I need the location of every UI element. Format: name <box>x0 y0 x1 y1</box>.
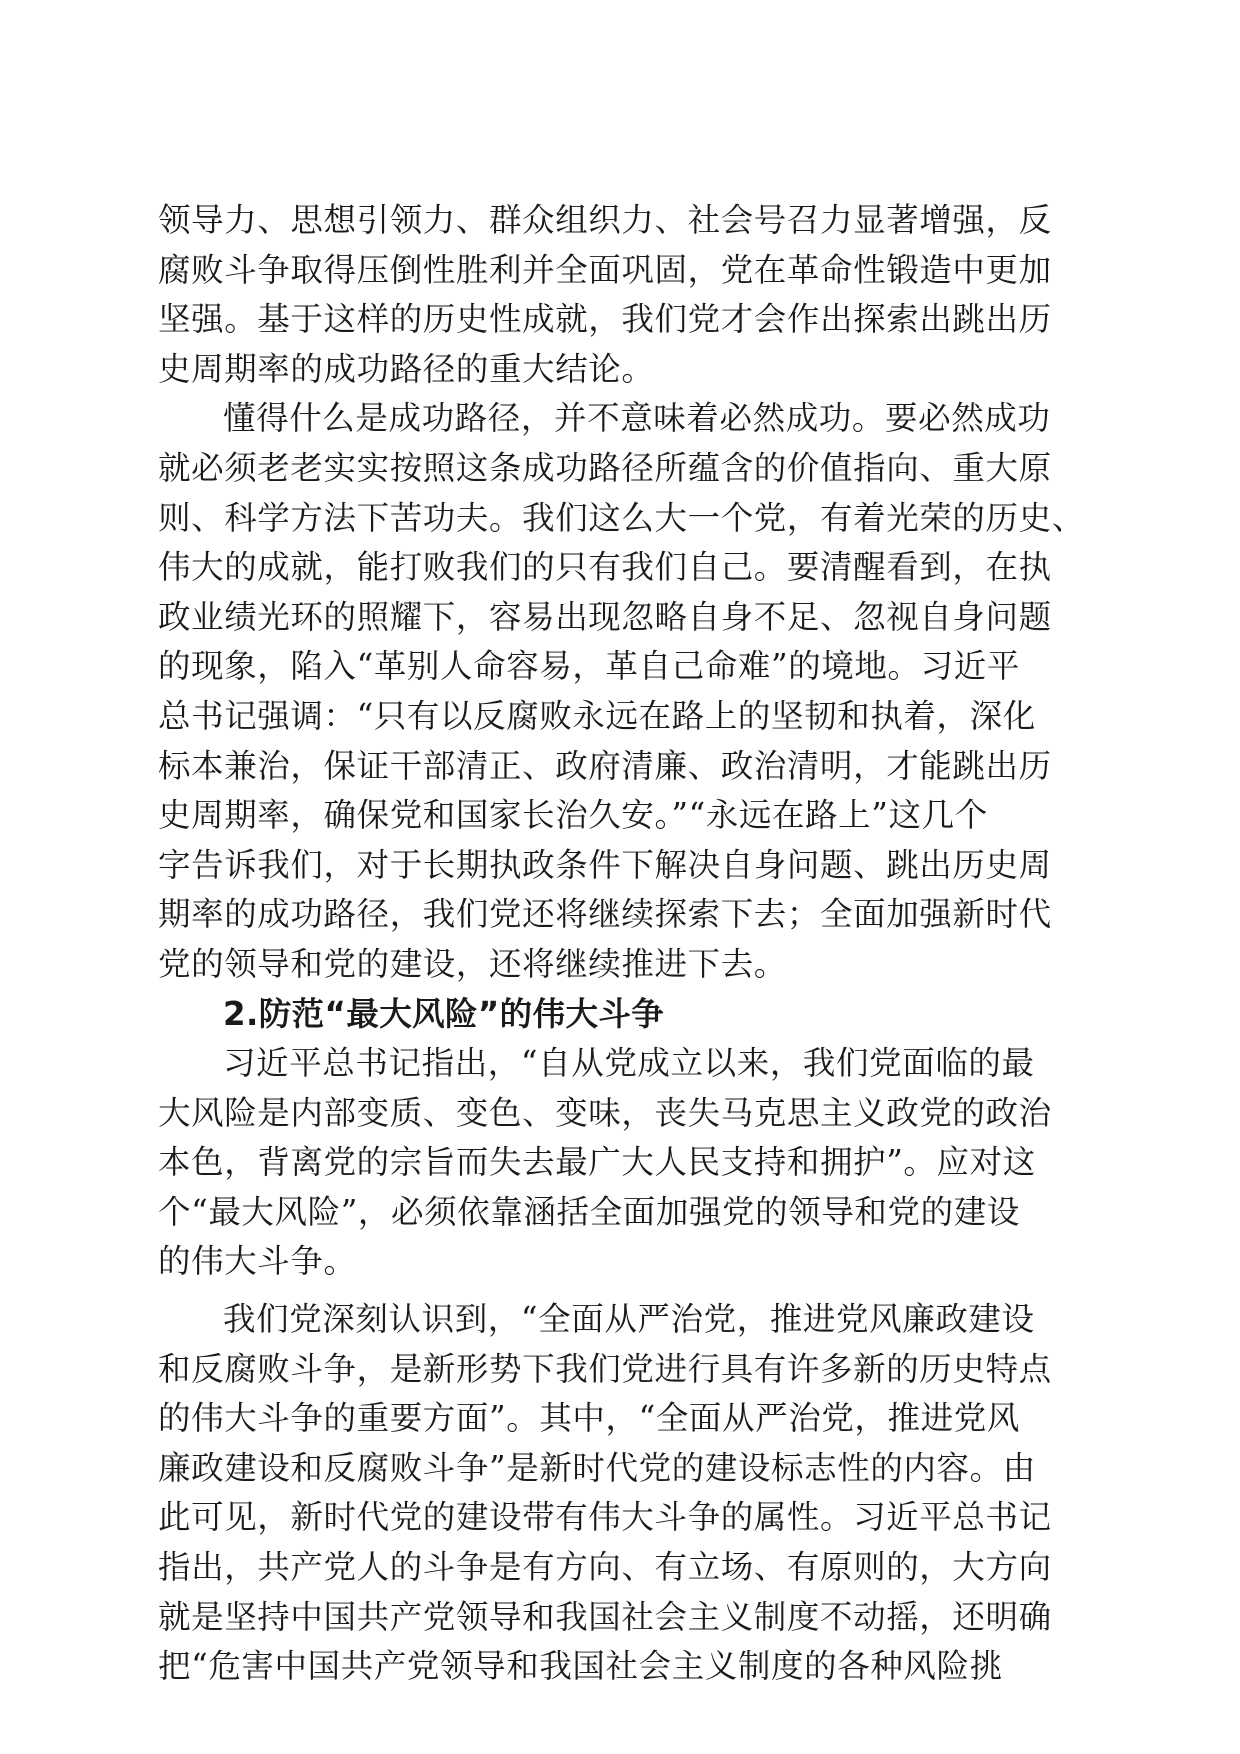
paragraph-2 <box>158 394 1085 989</box>
body-text <box>158 196 1085 1692</box>
text-line: 史周期率，确保党和国家长治久安。”“永远在路上”这几个 <box>158 796 988 835</box>
text-line: 政业绩光环的照耀下，容易出现忽略自身不足、忽视自身问题 <box>158 597 1052 636</box>
paragraph-3 <box>158 1039 1078 1287</box>
text-line: 此可见，新时代党的建设带有伟大斗争的属性。习近平总书记 <box>158 1498 1052 1537</box>
text-line: 总书记强调：“只有以反腐败永远在路上的坚韧和执着，深化 <box>158 696 1036 735</box>
text-line: 就必须老老实实按照这条成功路径所蕴含的价值指向、重大原 <box>158 448 1052 487</box>
section-heading: 2.防范“最大风险”的伟大斗争 <box>223 994 665 1033</box>
text-line: 标本兼治，保证干部清正、政府清廉、政治清明，才能跳出历 <box>158 746 1052 785</box>
text-line: 个“最大风险”，必须依靠涵括全面加强党的领导和党的建设 <box>158 1192 1020 1231</box>
text-line: 领导力、思想引领力、群众组织力、社会号召力显著增强，反 <box>158 201 1052 239</box>
text-line: 大风险是内部变质、变色、变味，丧失马克思主义政党的政治 <box>158 1093 1052 1132</box>
text-line: 史周期率的成功路径的重大结论。 <box>158 349 655 388</box>
text-line: 伟大的成就，能打败我们的只有我们自己。要清醒看到，在执 <box>158 548 1052 587</box>
paragraph-4 <box>158 1295 1078 1692</box>
text-line: 廉政建设和反腐败斗争”是新时代党的建设标志性的内容。由 <box>158 1448 1036 1487</box>
text-line: 腐败斗争取得压倒性胜利并全面巩固，党在革命性锻造中更加 <box>158 250 1052 289</box>
text-line: 期率的成功路径，我们党还将继续探索下去；全面加强新时代 <box>158 895 1052 934</box>
text-line: 我们党深刻认识到，“全面从严治党，推进党风廉政建设 <box>223 1300 1035 1339</box>
text-line: 字告诉我们，对于长期执政条件下解决自身问题、跳出历史周 <box>158 845 1052 884</box>
paragraph-spacer <box>158 1287 1078 1295</box>
text-line: 懂得什么是成功路径，并不意味着必然成功。要必然成功 <box>223 399 1051 438</box>
text-line: 坚强。基于这样的历史性成就，我们党才会作出探索出跳出历 <box>158 300 1052 339</box>
text-line: 则、科学方法下苦功夫。我们这么大一个党，有着光荣的历史、 <box>158 498 1085 537</box>
text-line: 本色，背离党的宗旨而失去最广大人民支持和拥护”。应对这 <box>158 1143 1036 1182</box>
text-line: 的现象，陷入“革别人命容易，革自己命难”的境地。习近平 <box>158 647 1020 686</box>
text-line: 党的领导和党的建设，还将继续推进下去。 <box>158 944 787 983</box>
text-line: 就是坚持中国共产党领导和我国社会主义制度不动摇，还明确 <box>158 1597 1052 1636</box>
paragraph-1 <box>158 196 1078 394</box>
text-line: 的伟大斗争。 <box>158 1242 357 1281</box>
text-line: 把“危害中国共产党领导和我国社会主义制度的各种风险挑 <box>158 1647 1003 1686</box>
text-line: 和反腐败斗争，是新形势下我们党进行具有许多新的历史特点 <box>158 1349 1052 1388</box>
text-line: 习近平总书记指出，“自从党成立以来，我们党面临的最 <box>223 1044 1035 1083</box>
text-line: 指出，共产党人的斗争是有方向、有立场、有原则的，大方向 <box>158 1548 1052 1587</box>
text-line: 的伟大斗争的重要方面”。其中，“全面从严治党，推进党风 <box>158 1399 1020 1438</box>
